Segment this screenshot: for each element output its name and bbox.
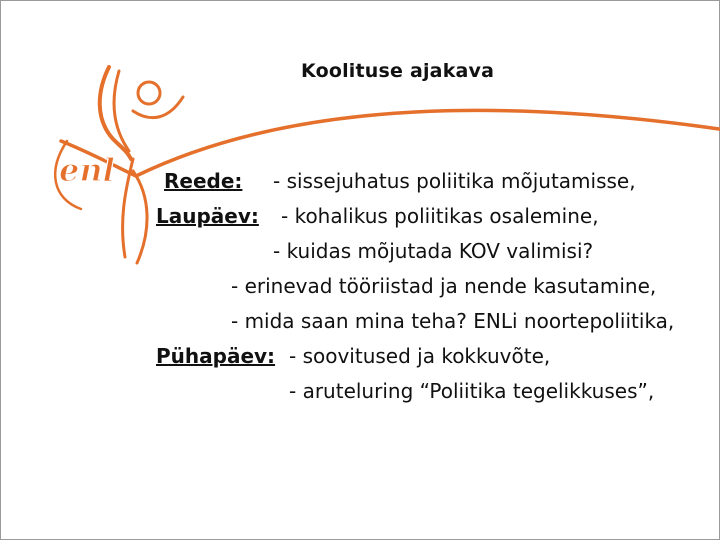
schedule-item: - aruteluring “Poliitika tegelikkuses”, (289, 379, 655, 403)
day-label-friday: Reede: (164, 169, 243, 193)
schedule-item: - kuidas mõjutada KOV valimisi? (273, 239, 594, 263)
logo-swoosh (61, 110, 719, 176)
schedule-item: - kohalikus poliitikas osalemine, (281, 204, 599, 228)
schedule-item: - erinevad tööriistad ja nende kasutamine, (231, 274, 657, 298)
logo-text: enl (59, 151, 115, 189)
schedule-line-friday (164, 169, 242, 193)
schedule-line-sunday (156, 344, 275, 368)
logo-body (114, 71, 129, 151)
logo-head (138, 82, 160, 104)
day-label-saturday: Laupäev: (156, 204, 259, 228)
slide-title: Koolituse ajakava (301, 60, 495, 82)
schedule-item: - soovitused ja kokkuvõte, (289, 344, 551, 368)
logo-legs (123, 159, 147, 263)
schedule-item: - sissejuhatus poliitika mõjutamisse, (273, 169, 636, 193)
schedule-item: - mida saan mina teha? ENLi noortepoliitika, (231, 309, 675, 333)
day-label-sunday: Pühapäev: (156, 344, 276, 368)
schedule-line-saturday (156, 204, 259, 228)
